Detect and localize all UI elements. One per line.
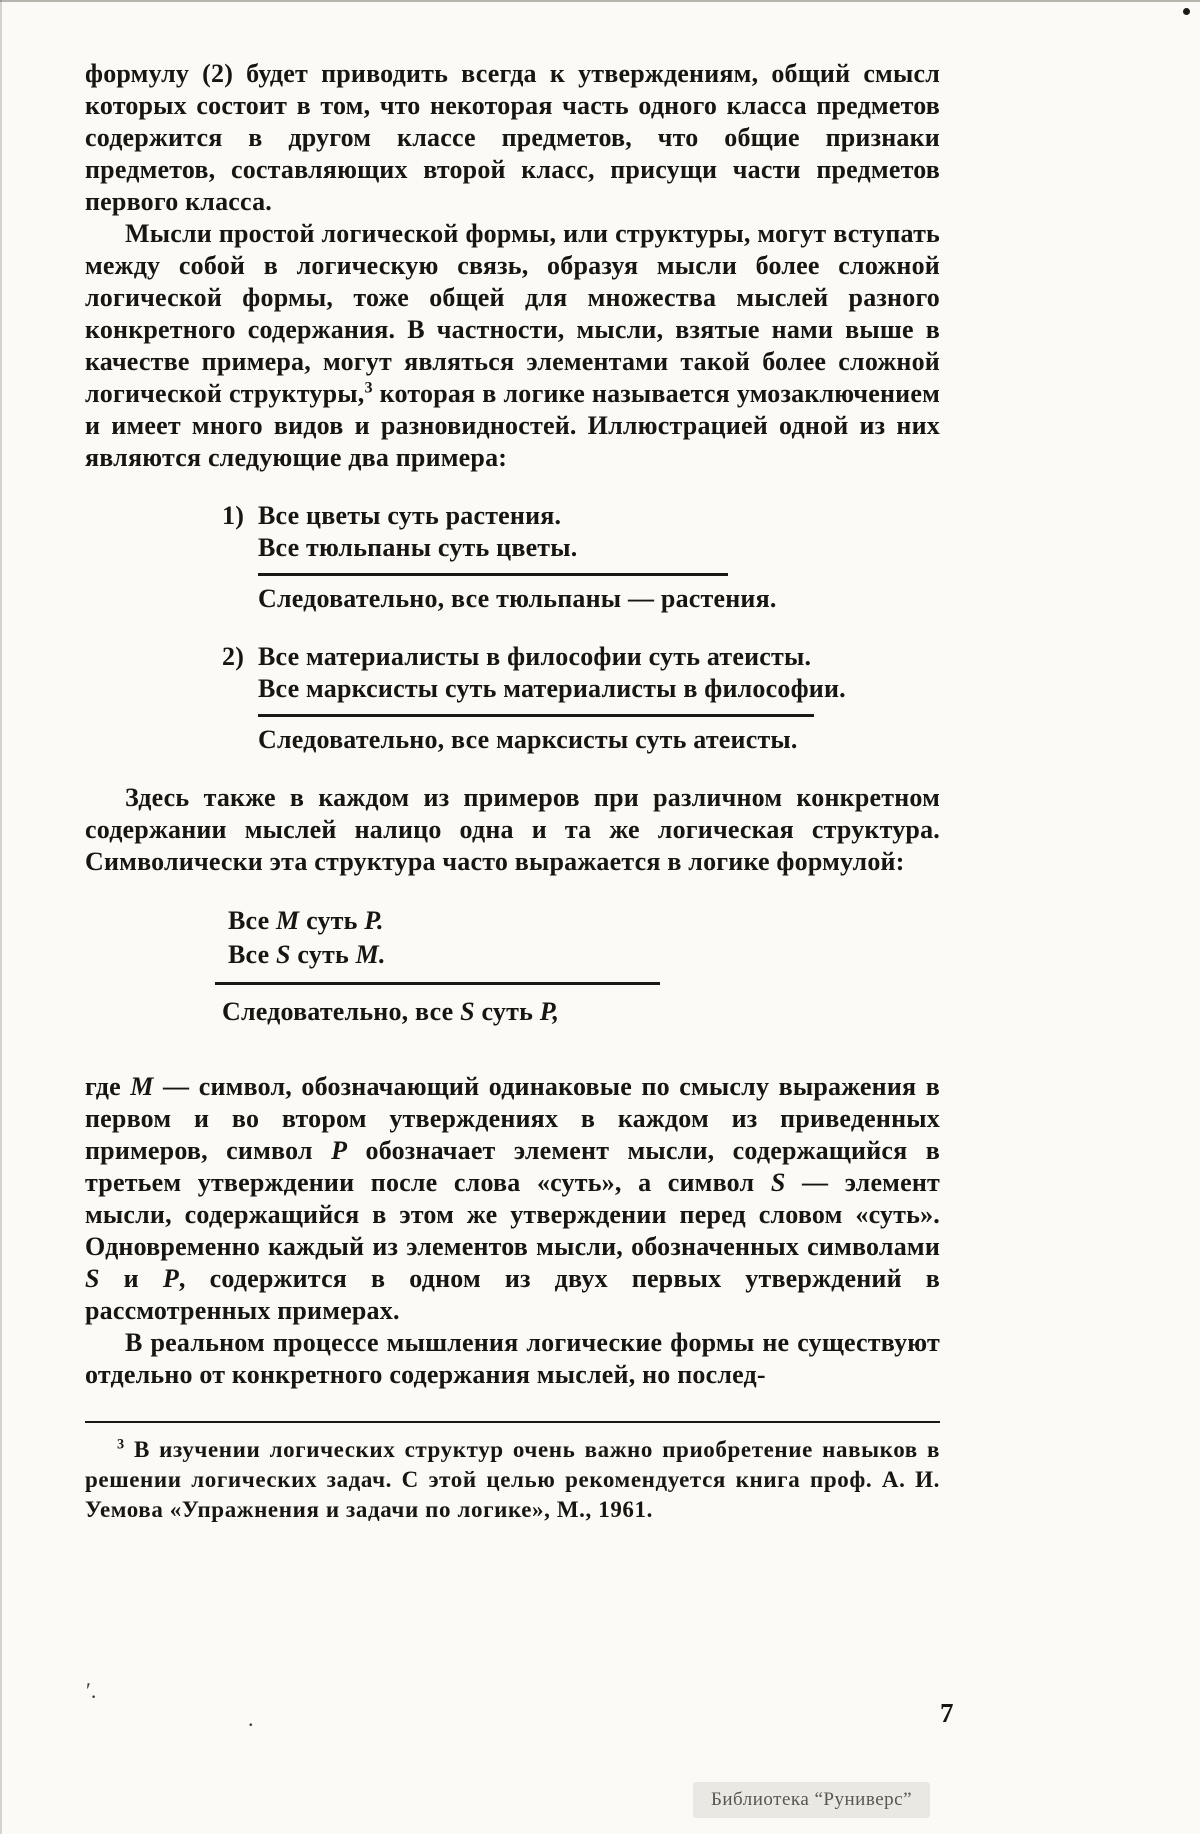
syllogism-example-1 <box>222 500 940 615</box>
premises <box>258 641 846 705</box>
paragraph-4-text: — символ, обозначающий одинаковые по смыслу выражения в первом и во втором утверждениях в каждом из приведенных примеров, символ <box>85 1072 940 1165</box>
formula-block <box>222 904 940 1029</box>
premises <box>258 500 577 564</box>
premise-line: Все материалисты в философии суть атеисты. <box>258 642 812 671</box>
example-number: 1) <box>222 501 245 530</box>
paragraph-2 <box>85 218 940 474</box>
formula-text: Все <box>228 906 277 935</box>
library-watermark: Библиотека “Руниверс” <box>693 1782 930 1818</box>
symbol-M: M <box>130 1072 154 1101</box>
symbol-P: P, <box>539 997 560 1026</box>
premise-line: Все марксисты суть материалисты в философии. <box>258 674 846 703</box>
paragraph-2-text: Мысли простой логической формы, или структуры, могут вступать между собой в логическую связь, образуя мысли более сложной логической формы, тоже общей для множества мыслей разного конкретного содержания. В частности, мысли, взятые нами выше в качестве примера, могут являться элементами такой более сложной логической структуры, <box>85 219 940 408</box>
paragraph-1: формулу (2) будет приводить всегда к утверждениям, общий смысл которых состоит в том, что некоторая часть одного класса предметов содержится в другом классе предметов, что общие признаки предметов, составляющих второй класс, присущи части предметов первого класса. <box>85 59 940 216</box>
paragraph-2-text-cont: которая в логике называется умозаключением и имеет много видов и разновидностей. Иллюстрацией одной из них являются следующие два примера: <box>85 379 940 472</box>
footnote-number: 3 <box>117 1436 125 1453</box>
paragraph-4-text: обозначает элемент мысли, содержащийся в третьем утверждении после слова «суть», а символ <box>85 1136 940 1197</box>
syllogism-example-2 <box>222 641 940 756</box>
symbol-S: S <box>770 1168 786 1197</box>
inference-rule-line <box>258 573 728 576</box>
premise-line: Все тюльпаны суть цветы. <box>258 533 578 562</box>
symbol-M: M. <box>355 940 386 969</box>
formula-text: суть <box>474 997 540 1026</box>
scan-edge-artifact <box>0 0 2 1834</box>
premises-row <box>222 500 940 564</box>
symbol-P: P <box>162 1264 179 1293</box>
symbol-P: P <box>331 1136 348 1165</box>
formula-text: суть <box>299 906 365 935</box>
conclusion-line: Следовательно, все тюльпаны — растения. <box>258 584 777 613</box>
paragraph-5: В реальном процессе мышления логические формы не существуют отдельно от конкретного содержания мыслей, но послед- <box>85 1328 940 1389</box>
symbol-S: S <box>276 940 291 969</box>
formula-text: Все <box>228 940 277 969</box>
formula-premise-2 <box>228 938 940 972</box>
symbol-M: M <box>276 906 300 935</box>
page-number: 7 <box>940 1698 954 1728</box>
symbol-P: P. <box>364 906 384 935</box>
symbol-S: S <box>85 1264 100 1293</box>
scan-dot-artifact <box>1183 8 1190 15</box>
scan-edge-artifact <box>0 0 1200 2</box>
inference-rule-line <box>258 714 814 717</box>
pencil-mark: . <box>248 1706 254 1731</box>
formula-text: суть <box>290 940 356 969</box>
footnote <box>85 1435 940 1525</box>
paragraph-4 <box>85 1071 940 1327</box>
footnote-text: В изучении логических структур очень важно приобретение навыков в решении логических задач. С этой целью рекомендуется книга проф. А. И. Уемова «Упражнения и задачи по логике», М., 1961. <box>85 1437 940 1522</box>
paragraph-3: Здесь также в каждом из примеров при различном конкретном содержании мыслей налицо одна и та же логическая структура. Символически эта структура часто выражается в логике формулой: <box>85 783 940 876</box>
footnote-reference-3: 3 <box>364 379 373 397</box>
footnote-separator <box>85 1421 940 1423</box>
paragraph-4-text: — элемент мысли, содержащийся в этом же утверждении перед словом «суть». Одновременно каждый из элементов мысли, обозначенных символами <box>85 1168 940 1261</box>
example-number: 2) <box>222 642 245 671</box>
paragraph-4-text: , содержится в одном из двух первых утверждений в рассмотренных примерах. <box>85 1264 940 1325</box>
symbol-S: S <box>460 997 475 1026</box>
pencil-mark: ʹ. <box>86 1678 97 1703</box>
formula-premise-1 <box>228 904 940 938</box>
page-content <box>85 58 940 1525</box>
paragraph-4-text: и <box>99 1264 163 1293</box>
premise-line: Все цветы суть растения. <box>258 501 562 530</box>
premises-row <box>222 641 940 705</box>
inference-rule-line <box>215 982 660 985</box>
conclusion-line: Следовательно, все марксисты суть атеисты. <box>258 725 798 754</box>
formula-text: Следовательно, все <box>222 997 461 1026</box>
paragraph-4-text: где <box>85 1072 131 1101</box>
formula-conclusion <box>222 995 940 1029</box>
